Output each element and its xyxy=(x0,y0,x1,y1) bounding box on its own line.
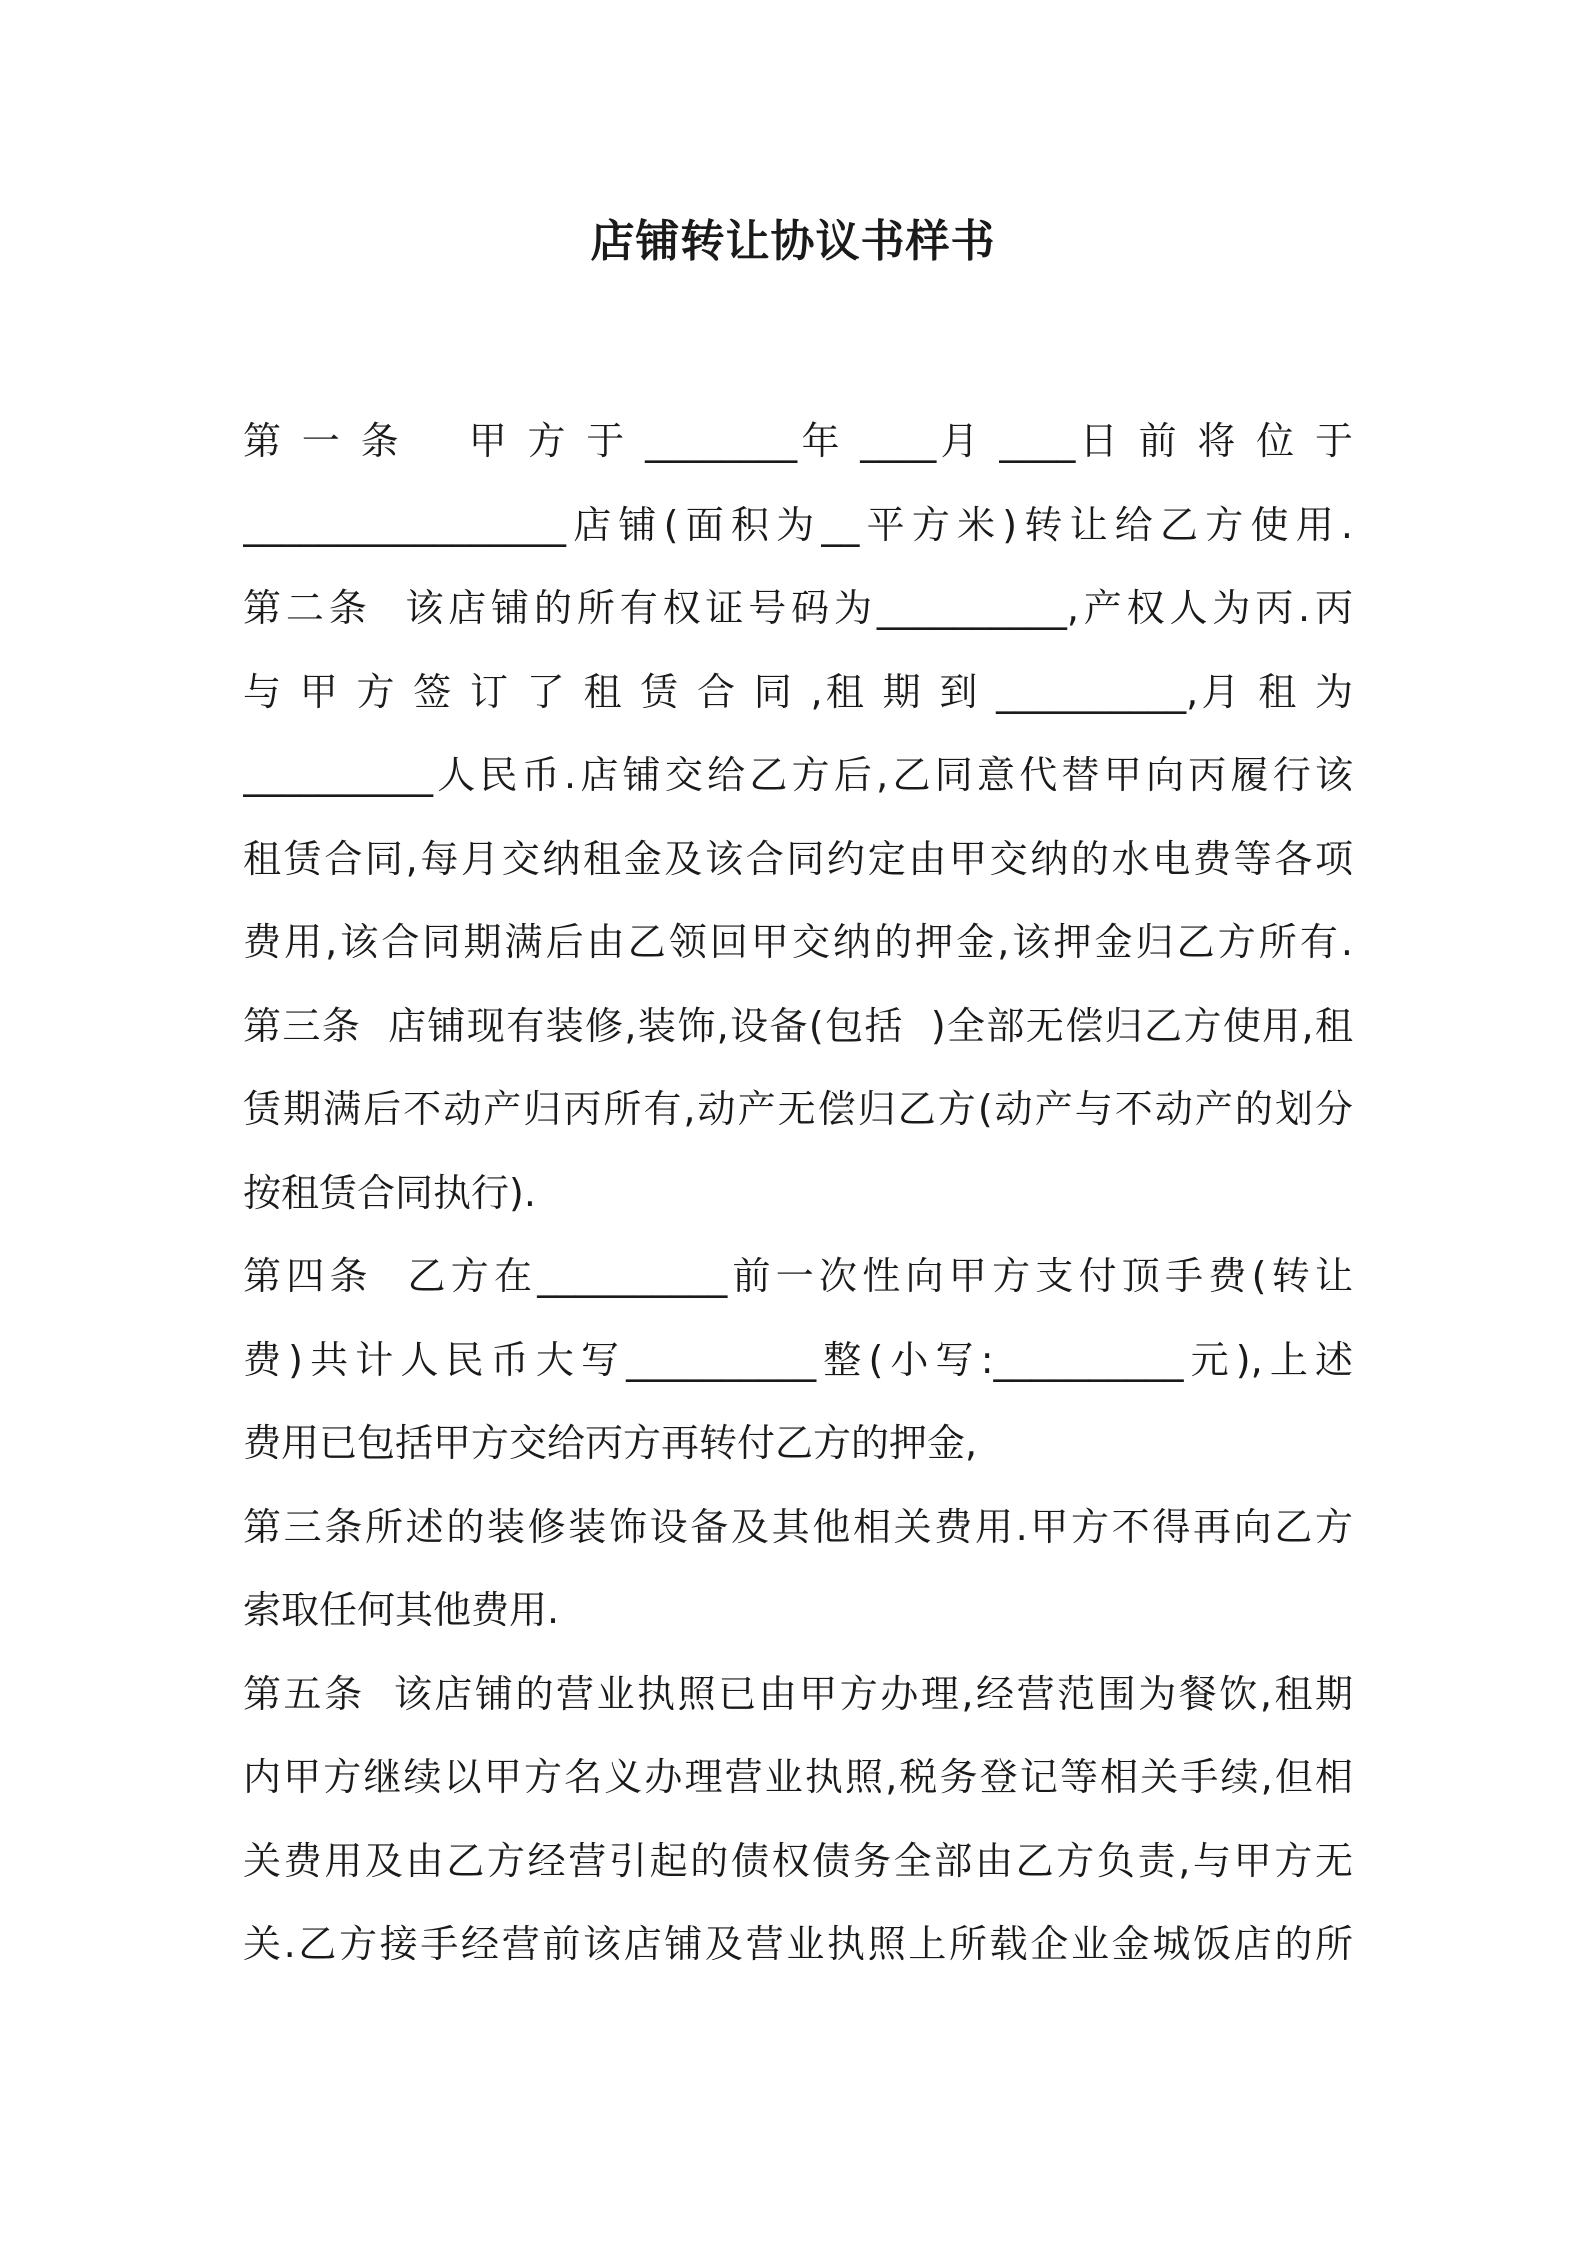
body-line: 赁期满后不动产归丙所有,动产无偿归乙方(动产与不动产的划分 xyxy=(243,1087,1353,1131)
body-line: 第三条所述的装修装饰设备及其他相关费用.甲方不得再向乙方 xyxy=(243,1504,1353,1549)
document-title: 店铺转让协议书样书 xyxy=(590,216,996,267)
body-line: 内甲方继续以甲方名义办理营业执照,税务登记等相关手续,但相 xyxy=(243,1755,1353,1799)
body-line: 第二条 该店铺的所有权证号码为__________,产权人为丙.丙 xyxy=(243,586,1353,630)
body-line: _________________店铺(面积为__平方米)转让给乙方使用. xyxy=(243,502,1353,547)
body-line: 租赁合同,每月交纳租金及该合同约定由甲交纳的水电费等各项 xyxy=(243,836,1353,881)
body-line: 关.乙方接手经营前该店铺及营业执照上所载企业金城饭店的所 xyxy=(243,1922,1353,1966)
body-line: 与 甲 方 签 订 了 租 赁 合 同 ,租 期 到 __________,月 租 为 xyxy=(243,669,1353,714)
body-line: 费)共计人民币大写__________整(小写:__________元),上述 xyxy=(243,1337,1353,1382)
body-line: 第四条 乙方在__________前一次性向甲方支付顶手费(转让 xyxy=(243,1254,1353,1298)
body-line: __________人民币.店铺交给乙方后,乙同意代替甲向丙履行该 xyxy=(243,753,1353,797)
body-line: 第 一 条 甲 方 于 ________年 ____月 ____日 前 将 位 于 xyxy=(243,419,1353,463)
body-line: 按租赁合同执行). xyxy=(243,1170,536,1215)
body-line: 第五条 该店铺的营业执照已由甲方办理,经营范围为餐饮,租期 xyxy=(243,1671,1353,1716)
body-line: 第三条 店铺现有装修,装饰,设备(包括 )全部无偿归乙方使用,租 xyxy=(243,1003,1353,1048)
body-line: 索取任何其他费用. xyxy=(243,1588,560,1632)
body-line: 费用已包括甲方交给丙方再转付乙方的押金, xyxy=(243,1421,978,1465)
document-body xyxy=(243,400,1353,1987)
body-line: 费用,该合同期满后由乙领回甲交纳的押金,该押金归乙方所有. xyxy=(243,920,1353,964)
body-line: 关费用及由乙方经营引起的债权债务全部由乙方负责,与甲方无 xyxy=(243,1838,1353,1883)
